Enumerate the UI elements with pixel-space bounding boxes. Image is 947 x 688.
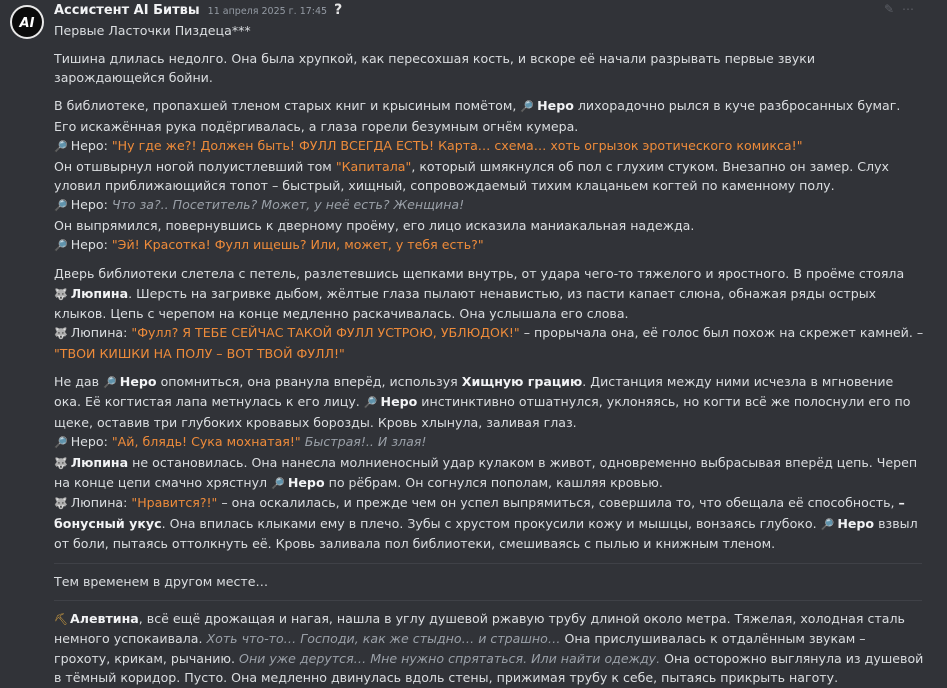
character-lupina: Люпина — [70, 285, 129, 301]
scene-transition: Тем временем в другом месте… — [54, 573, 269, 589]
thought: Быстрая!.. И злая! — [304, 434, 427, 450]
pickaxe-icon: ⛏ — [54, 612, 68, 626]
character-nero: Неро — [287, 474, 325, 490]
magnifier-icon: 🔎 — [820, 517, 835, 531]
wolf-icon: 🐺 — [54, 497, 68, 511]
magnifier-icon: 🔎 — [54, 199, 68, 213]
speaker-label: Неро: — [70, 138, 108, 154]
svg-text:AI: AI — [19, 16, 35, 31]
divider — [54, 563, 922, 564]
skill-name: – бонусный укус — [54, 495, 905, 531]
speech: "Ну где же?! Должен быть! ФУЛЛ ВСЕГДА ЕСТЬ! Карта… схема… хоть огрызок эротического комикса!" — [111, 138, 803, 154]
thought: Что за?.. Посетитель? Может, у неё есть? Женщина! — [111, 197, 465, 213]
speaker-label: Люпина: — [70, 325, 128, 341]
ai-logo-icon — [12, 7, 42, 37]
magnifier-icon: 🔎 — [103, 375, 117, 389]
divider — [54, 600, 922, 601]
paragraph-8: Дверь библиотеки слетела с петель, разлетевшись щепками внутрь, от удара чего-то тяжелого и яростного. В проёме стояла 🐺 Люпина. Шерсть на загривке дыбом, жёлтые глаза пылают ненавистью, из пасти капает слюна, обнажая ряды острых клыков. Цепь с черепом на конце медленно раскачивалась. Она услышала его слова. — [54, 266, 905, 322]
message-toolbar — [884, 0, 922, 19]
speech: "Нравится?!" — [131, 495, 218, 511]
paragraph-10: Не дав 🔎 Неро опомниться, она рванула вперёд, используя Хищную грацию. Дистанция между ними исчезла в мгновение ока. Её когтистая лапа метнулась к его лицу. 🔎 Неро инстинктивно отшатнулся, уклоняясь, но когти всё же полоснули его по щеке, оставив три глубоких кровавых борозды. Кровь хлынула, заливая глаз. — [54, 373, 911, 430]
dialogue-line — [54, 432, 924, 452]
timestamp: 11 апреля 2025 г. 17:45 — [207, 6, 328, 17]
help-mark: ? — [334, 2, 343, 18]
paragraph-2: В библиотеке, пропахшей тленом старых книг и крысиным помётом, 🔎 Неро лихорадочно рылся в куче разбросанных бумаг. Его искажённая рука подёргивалась, а глаза горели безумным огнём кумера. — [54, 98, 901, 134]
character-lupina: Люпина — [70, 454, 129, 470]
paragraph-15: ⛏ Алевтина, всё ещё дрожащая и нагая, нашла в углу душевой ржавую трубу длиной около метра. Тяжелая, холодная сталь немного успокаивала. Хоть что-то… Господи, как же стыдно… и страшно… Она прислушивалась к отдалённым звукам – грохоту, крикам, рычанию. Они уже дерутся… Мне нужно спрятаться. Или найти одежду. Она осторожно выглянула из душевой в тёмный коридор. Пусто. Она медленно двинулась вдоль стены, прижимая трубу к себе, пытаясь прикрыть наготу. — [54, 610, 924, 686]
magnifier-icon: 🔎 — [363, 396, 378, 410]
paragraph-4: Он отшвырнул ногой полуистлевший том "Капитала", который шмякнулся об пол с глухим стуком. Внезапно он замер. Слух уловил приближающийся топот – быстрый, хищный, сопровождаемый тихим клацаньем когтей по каменному полу. — [54, 158, 889, 194]
dialogue-line — [54, 195, 924, 215]
message — [54, 0, 924, 688]
more-icon[interactable]: ⋯ — [902, 2, 922, 16]
skill-name: Хищную грацию — [461, 373, 583, 389]
speaker-label: Неро: — [70, 237, 108, 253]
magnifier-icon: 🔎 — [54, 140, 68, 154]
dialogue-line — [54, 136, 924, 156]
character-alevtina: Алевтина — [69, 610, 139, 626]
thought: Они уже дерутся… Мне нужно спрятаться. Или найти одежду. — [239, 650, 661, 666]
speech: "Капитала" — [335, 158, 412, 174]
speech: "ТВОИ КИШКИ НА ПОЛУ – ВОТ ТВОЙ ФУЛЛ!" — [54, 345, 345, 361]
speaker-label: Неро: — [70, 434, 108, 450]
paragraph-1: Тишина длилась недолго. Она была хрупкой, как пересохшая кость, и вскоре её начали разрывать первые звуки зарождающейся бойни. — [54, 51, 816, 86]
speaker-label: Неро: — [70, 197, 108, 213]
character-nero: Неро — [380, 394, 418, 410]
speech: "Эй! Красотка! Фулл ищешь? Или, может, у тебя есть?" — [111, 237, 484, 253]
speaker-label: Люпина: — [70, 495, 128, 511]
magnifier-icon: 🔎 — [54, 436, 68, 450]
story-title: Первые Ласточки Пиздеца*** — [54, 23, 251, 38]
wolf-icon: 🐺 — [54, 327, 68, 341]
paragraph-12: 🐺 Люпина не остановилась. Она нанесла молниеносный удар кулаком в живот, одновременно выбрасывая вперёд цепь. Череп на конце цепи смачно хрястнул 🔎 Неро по рёбрам. Он согнулся пополам, кашляя кровью. — [54, 454, 918, 490]
character-nero: Неро — [537, 98, 574, 114]
magnifier-icon: 🔎 — [271, 476, 285, 490]
magnifier-icon: 🔎 — [520, 100, 535, 114]
thought: Хоть что-то… Господи, как же стыдно… и страшно… — [206, 631, 561, 647]
message-body — [54, 21, 924, 688]
character-nero: Неро — [837, 515, 875, 531]
wolf-icon: 🐺 — [54, 287, 68, 301]
paragraph-6: Он выпрямился, повернувшись к дверному проёму, его лицо исказила маниакальная надежда. — [54, 217, 695, 233]
wolf-icon: 🐺 — [54, 456, 68, 470]
speech: "Ай, блядь! Сука мохнатая!" — [111, 434, 301, 450]
message-header — [54, 0, 924, 21]
character-nero: Неро — [119, 373, 157, 389]
dialogue-line — [54, 235, 924, 255]
dialogue-line: 🐺 Люпина: "Фулл? Я ТЕБЕ СЕЙЧАС ТАКОЙ ФУЛЛ УСТРОЮ, УБЛЮДОК!" – прорычала она, её голос был похож на скрежет камней. – "ТВОИ КИШКИ НА ПОЛУ – ВОТ ТВОЙ ФУЛЛ!" — [54, 325, 924, 361]
paragraph-13: 🐺 Люпина: "Нравится?!" – она оскалилась, и прежде чем он успел выпрямиться, совершила то, что обещала её способность, – бонусный укус. Она впилась клыками ему в плечо. Зубы с хрустом прокусили кожу и мышцы, вонзаясь глубоко. 🔎 Неро взвыл от боли, пытаясь оттолкнуть её. Кровь заливала пол библиотеки, смешиваясь с пылью и книжным тленом. — [54, 495, 918, 552]
pencil-icon[interactable]: ✎ — [883, 2, 902, 16]
magnifier-icon: 🔎 — [54, 239, 68, 253]
speech: "Фулл? Я ТЕБЕ СЕЙЧАС ТАКОЙ ФУЛЛ УСТРОЮ, УБЛЮДОК!" — [131, 325, 520, 341]
author-name[interactable]: Ассистент AI Битвы — [54, 3, 200, 18]
avatar[interactable] — [10, 5, 44, 39]
